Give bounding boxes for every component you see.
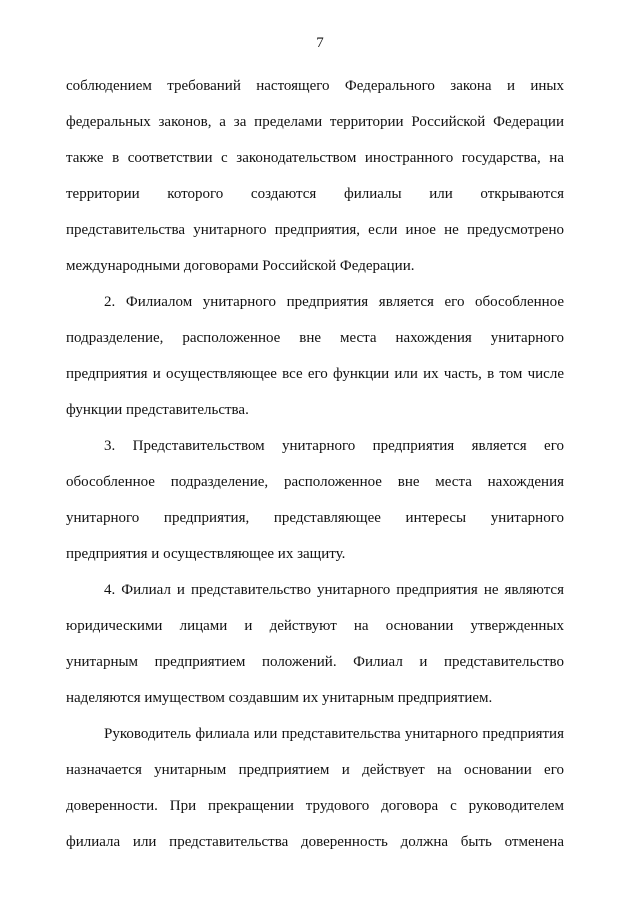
paragraph-line: федеральных законов, а за пределами территории Российской Федерации [66, 114, 564, 130]
paragraph-line: 4. Филиал и представительство унитарного предприятия не являются [104, 582, 564, 598]
paragraph-line: предприятия и осуществляющее все его функции или их часть, в том числе [66, 366, 564, 382]
page-number: 7 [316, 35, 324, 51]
paragraph-line: 3. Представительством унитарного предприятия является его [104, 438, 564, 454]
paragraph-line: доверенности. При прекращении трудового договора с руководителем [66, 798, 564, 814]
paragraph-2 [66, 284, 564, 428]
paragraph-4 [66, 572, 564, 716]
paragraph-line: соблюдением требований настоящего Федерального закона и иных [66, 78, 564, 94]
paragraph-line: юридическими лицами и действуют на основании утвержденных [66, 618, 564, 634]
paragraph-line: предприятия и осуществляющее их защиту. [66, 546, 346, 562]
paragraph-line: также в соответствии с законодательством иностранного государства, на [66, 150, 564, 166]
paragraph-5 [66, 716, 564, 860]
paragraph-line: унитарным предприятием положений. Филиал и представительство [66, 654, 564, 670]
paragraph-line: представительства унитарного предприятия, если иное не предусмотрено [66, 222, 564, 238]
paragraph-line: функции представительства. [66, 402, 249, 418]
paragraph-line: территории которого создаются филиалы или открываются [66, 186, 564, 202]
paragraph-line: унитарного предприятия, представляющее интересы унитарного [66, 510, 564, 526]
document-body [66, 68, 564, 860]
paragraph-line: подразделение, расположенное вне места нахождения унитарного [66, 330, 564, 346]
paragraph-line: филиала или представительства доверенность должна быть отменена [66, 834, 564, 850]
paragraph-3 [66, 428, 564, 572]
paragraph-line: международными договорами Российской Федерации. [66, 258, 415, 274]
paragraph-line: обособленное подразделение, расположенное вне места нахождения [66, 474, 564, 490]
paragraph-line: 2. Филиалом унитарного предприятия является его обособленное [104, 294, 564, 310]
paragraph-1 [66, 68, 564, 284]
paragraph-line: назначается унитарным предприятием и действует на основании его [66, 762, 564, 778]
paragraph-line: Руководитель филиала или представительства унитарного предприятия [104, 726, 564, 742]
paragraph-line: наделяются имуществом создавшим их унитарным предприятием. [66, 690, 493, 706]
